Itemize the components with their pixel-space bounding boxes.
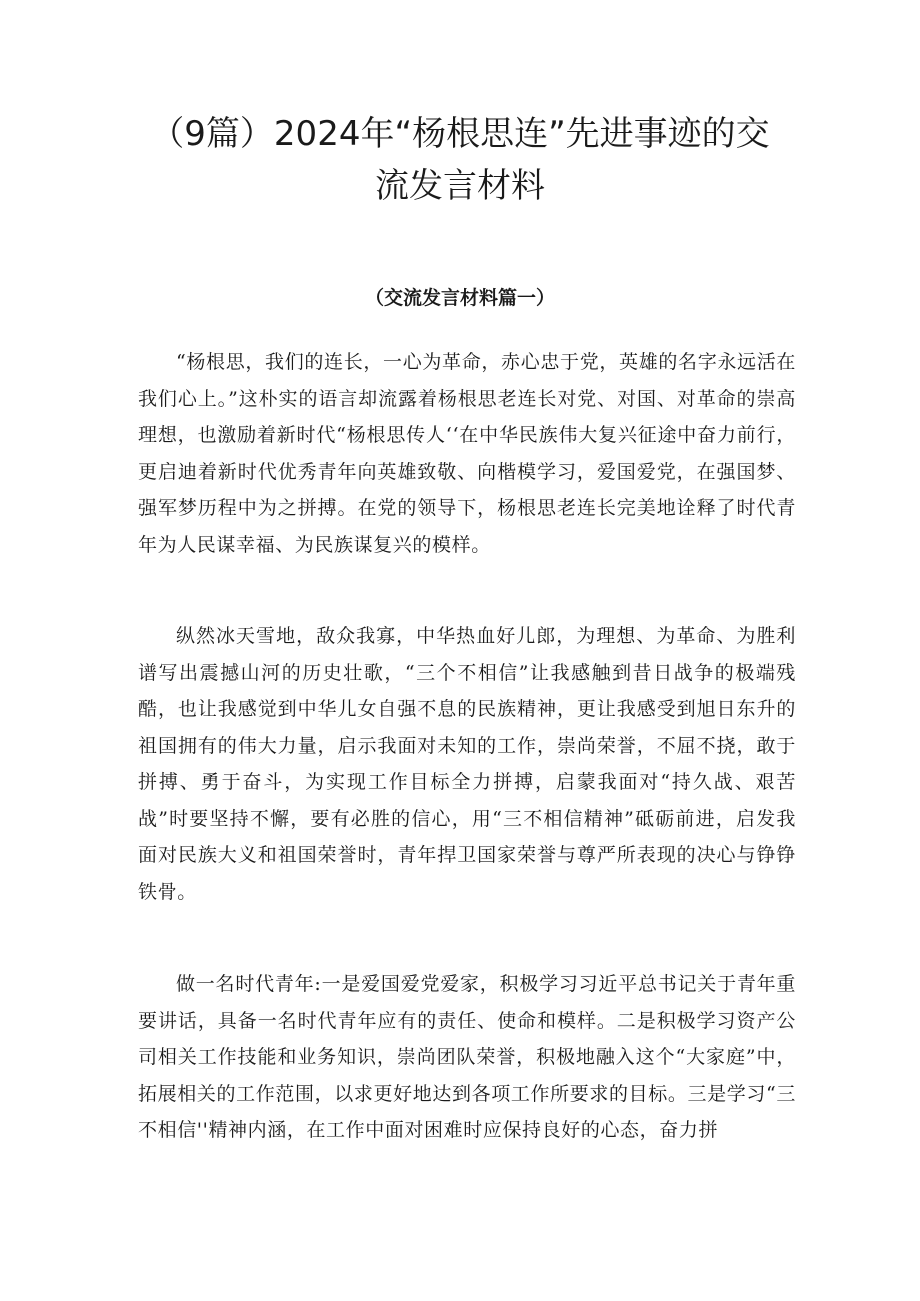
document-title (100, 108, 820, 212)
body-paragraph-2: 纵然冰天雪地，敌众我寡，中华热血好儿郎，为理想、为革命、为胜利谱写出震撼山河的历史壮歌，“三个不相信”让我感触到昔日战争的极端残酷，也让我感觉到中华儿女自强不息的民族精神，更让我感受到旭日东升的祖国拥有的伟大力量，启示我面对未知的工作，崇尚荣誉，不屈不挠，敢于拼搏、勇于奋斗，为实现工作目标全力拼搏，启蒙我面对“持久战、艰苦战”时要坚持不懈，要有必胜的信心，用“三不相信精神”砥砺前进，启发我面对民族大义和祖国荣誉时，青年捍卫国家荣誉与尊严所表现的决心与铮铮铁骨。 (138, 625, 796, 903)
document-title-line-2: 流发言材料 (375, 166, 545, 206)
body-paragraph-1: “杨根思，我们的连长，一心为革命，赤心忠于党，英雄的名字永远活在我们心上。”这朴实的语言却流露着杨根思老连长对党、对国、对革命的崇高理想，也激励着新时代“杨根思传人‘‘在中华民族伟大复兴征途中奋力前行，更启迪着新时代优秀青年向英雄致敬、向楷模学习，爱国爱党，在强国梦、强军梦历程中为之拼搏。在党的领导下，杨根思老连长完美地诠释了时代青年为人民谋幸福、为民族谋复兴的模样。 (138, 351, 796, 556)
body-paragraph-3: 做一名时代青年:一是爱国爱党爱家，积极学习习近平总书记关于青年重要讲话，具备一名时代青年应有的责任、使命和模样。二是积极学习资产公司相关工作技能和业务知识，崇尚团队荣誉，积极地融入这个“大家庭”中，拓展相关的工作范围，以求更好地达到各项工作所要求的目标。三是学习“三不相信''精神内涵，在工作中面对困难时应保持良好的心态，奋力拼 (138, 973, 796, 1141)
document-title-line-1: （9篇）2024年“杨根思连”先进事迹的交 (150, 114, 770, 154)
section-heading: （交流发言材料篇一） (364, 287, 555, 309)
